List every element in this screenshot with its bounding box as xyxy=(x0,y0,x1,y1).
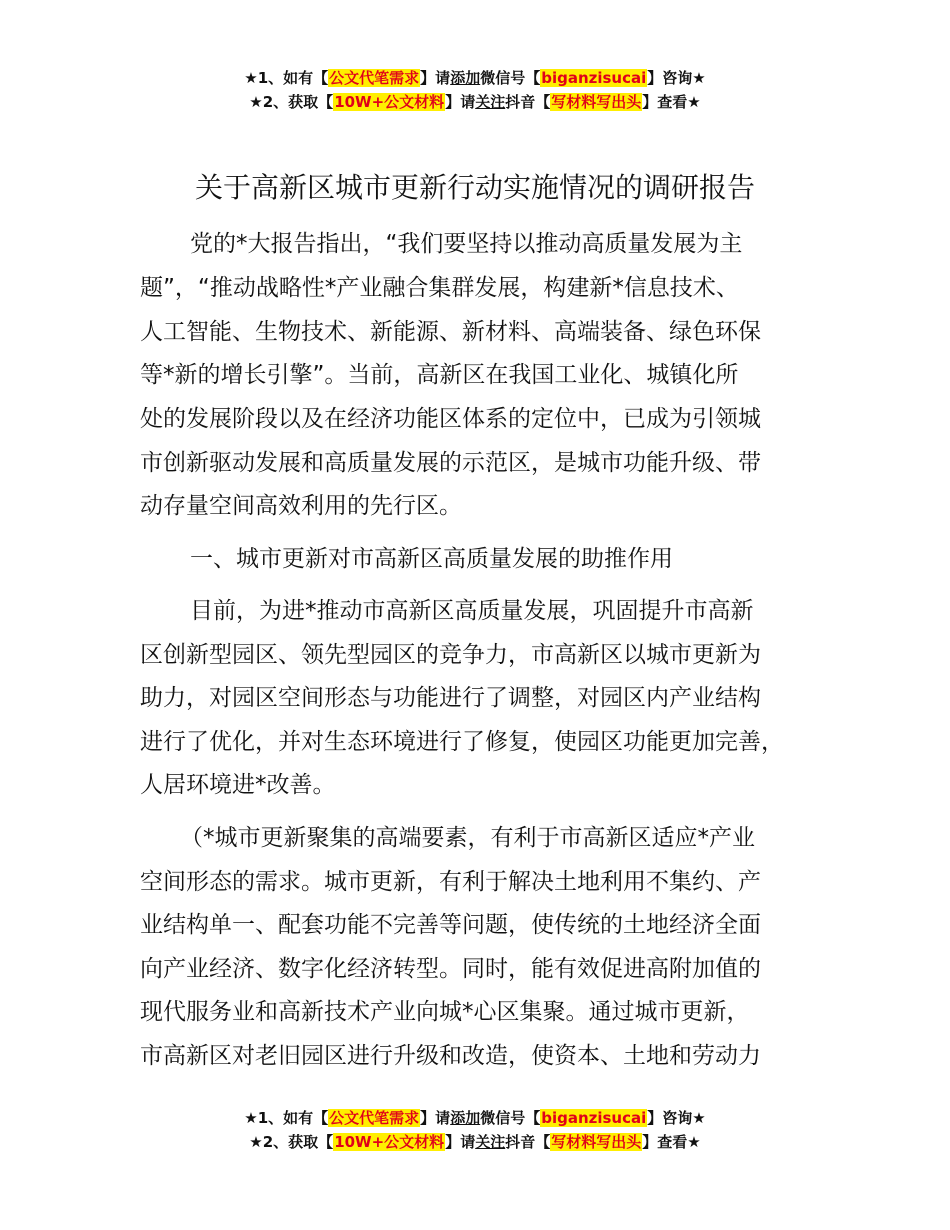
notice-line-1: ★1、如有【公文代笔需求】请添加微信号【biganzisucai】咨询★ xyxy=(244,1109,706,1127)
document-title: 关于高新区城市更新行动实施情况的调研报告 xyxy=(194,171,755,204)
body-line: （*城市更新聚集的高端要素，有利于市高新区适应*产业 xyxy=(180,825,755,851)
notice-line-2: ★2、获取【10W+公文材料】请关注抖音【写材料写出头】查看★ xyxy=(249,93,701,111)
body-line: 区创新型园区、领先型园区的竞争力，市高新区以城市更新为 xyxy=(140,642,761,668)
highlight-douyin-account: 写材料写出头 xyxy=(551,93,642,111)
body-line: 空间形态的需求。城市更新，有利于解决土地利用不集约、产 xyxy=(140,869,761,895)
highlight-wechat-id: biganzisucai xyxy=(541,69,647,87)
body-line: 处的发展阶段以及在经济功能区体系的定位中，已成为引领城 xyxy=(140,406,761,432)
body-line: 目前，为进*推动市高新区高质量发展，巩固提升市高新 xyxy=(190,598,754,624)
highlight-wechat-id: biganzisucai xyxy=(541,1109,647,1127)
body-line: 业结构单一、配套功能不完善等问题，使传统的土地经济全面 xyxy=(140,912,761,938)
body-line: 题”，“推动战略性*产业融合集群发展，构建新*信息技术、 xyxy=(140,275,739,301)
highlight-service: 公文代笔需求 xyxy=(329,69,420,87)
body-line: 现代服务业和高新技术产业向城*心区集聚。通过城市更新， xyxy=(140,999,750,1025)
body-line: 人居环境进*改善。 xyxy=(140,772,336,798)
section-heading: 一、城市更新对市高新区高质量发展的助推作用 xyxy=(190,546,673,572)
body-line: 人工智能、生物技术、新能源、新材料、高端装备、绿色环保 xyxy=(140,319,761,345)
footer-notice xyxy=(0,1106,950,1154)
highlight-douyin-account: 写材料写出头 xyxy=(551,1133,642,1151)
body-line: 市创新驱动发展和高质量发展的示范区，是城市功能升级、带 xyxy=(140,450,761,476)
highlight-materials: 10W+公文材料 xyxy=(334,93,445,111)
body-line: 市高新区对老旧园区进行升级和改造，使资本、土地和劳动力 xyxy=(140,1043,761,1069)
body-line: 向产业经济、数字化经济转型。同时，能有效促进高附加值的 xyxy=(140,956,761,982)
body-line: 进行了优化，并对生态环境进行了修复，使园区功能更加完善， xyxy=(140,729,784,755)
notice-line-1: ★1、如有【公文代笔需求】请添加微信号【biganzisucai】咨询★ xyxy=(244,69,706,87)
body-line: 动存量空间高效利用的先行区。 xyxy=(140,493,462,519)
highlight-service: 公文代笔需求 xyxy=(329,1109,420,1127)
body-line: 助力，对园区空间形态与功能进行了调整，对园区内产业结构 xyxy=(140,685,761,711)
header-notice xyxy=(0,66,950,114)
body-line: 党的*大报告指出，“我们要坚持以推动高质量发展为主 xyxy=(190,231,743,257)
highlight-materials: 10W+公文材料 xyxy=(334,1133,445,1151)
body-line: 等*新的增长引擎”。当前，高新区在我国工业化、城镇化所 xyxy=(140,362,739,388)
notice-line-2: ★2、获取【10W+公文材料】请关注抖音【写材料写出头】查看★ xyxy=(249,1133,701,1151)
